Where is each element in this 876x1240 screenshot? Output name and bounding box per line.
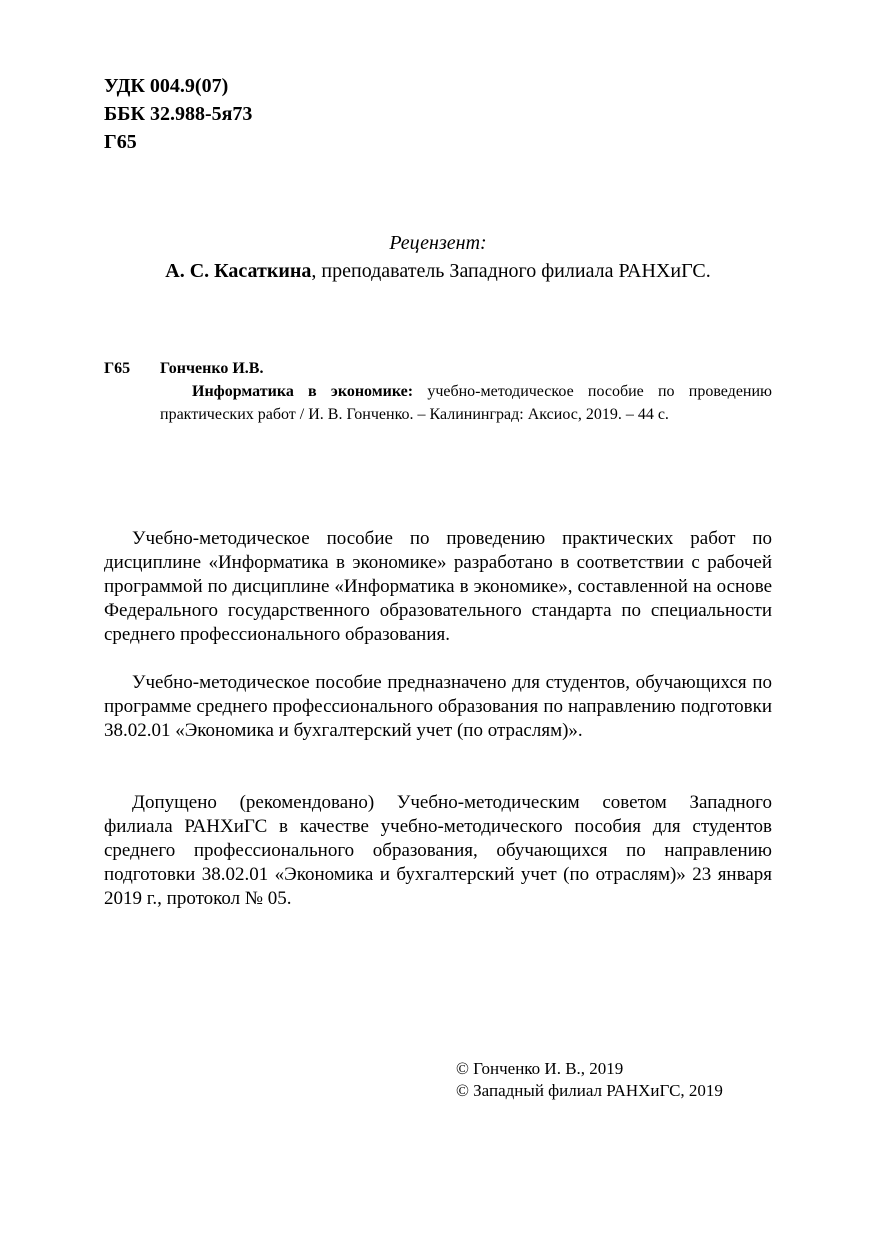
reviewer-name: А. С. Касаткина — [165, 260, 312, 282]
annotation-paragraph-2: Учебно-методическое пособие предназначено для студентов, обучающихся по программе среднего профессионального образования по направлению подготовки 38.02.01 «Экономика и бухгалтерский учет (по отраслям)». — [104, 672, 772, 741]
copyright-author: © Гонченко И. В., 2019 — [456, 1059, 624, 1078]
reviewer-label: Рецензент: — [389, 232, 487, 254]
annotation-paragraph-1: Учебно-методическое пособие по проведению практических работ по дисциплине «Информатика в экономике» разработано в соответствии с рабочей программой по дисциплине «Информатика в экономике», составленной на основе Федерального государственного образовательного стандарта по специальности среднего профессионального образования. — [104, 528, 772, 645]
copyright-publisher: © Западный филиал РАНХиГС, 2019 — [456, 1081, 723, 1100]
reviewer-line — [0, 258, 876, 284]
bbk-code: ББК 32.988-5я73 — [104, 103, 253, 125]
annotation-paragraph-3: Допущено (рекомендовано) Учебно-методическим советом Западного филиала РАНХиГС в качестве учебно-методического пособия для студентов среднего профессионального образования, обучающихся по направлению подготовки 38.02.01 «Экономика и бухгалтерский учет (по отраслям)» 23 января 2019 г., протокол № 05. — [104, 792, 772, 909]
copyright-block — [456, 1058, 723, 1102]
reviewer-description: , преподаватель Западного филиала РАНХиГС. — [311, 260, 711, 282]
biblio-details: учебно-методическое пособие по проведению практических работ / И. В. Гонченко. – Калининград: Аксиос, 2019. – 44 с. — [160, 383, 772, 423]
biblio-author: Гонченко И.В. — [160, 360, 264, 377]
biblio-code: Г65 — [104, 360, 131, 377]
udk-code: УДК 004.9(07) — [104, 75, 229, 97]
author-mark: Г65 — [104, 131, 137, 153]
biblio-description — [160, 381, 772, 426]
classification-block — [104, 72, 252, 156]
biblio-title: Информатика в экономике: — [192, 383, 414, 400]
